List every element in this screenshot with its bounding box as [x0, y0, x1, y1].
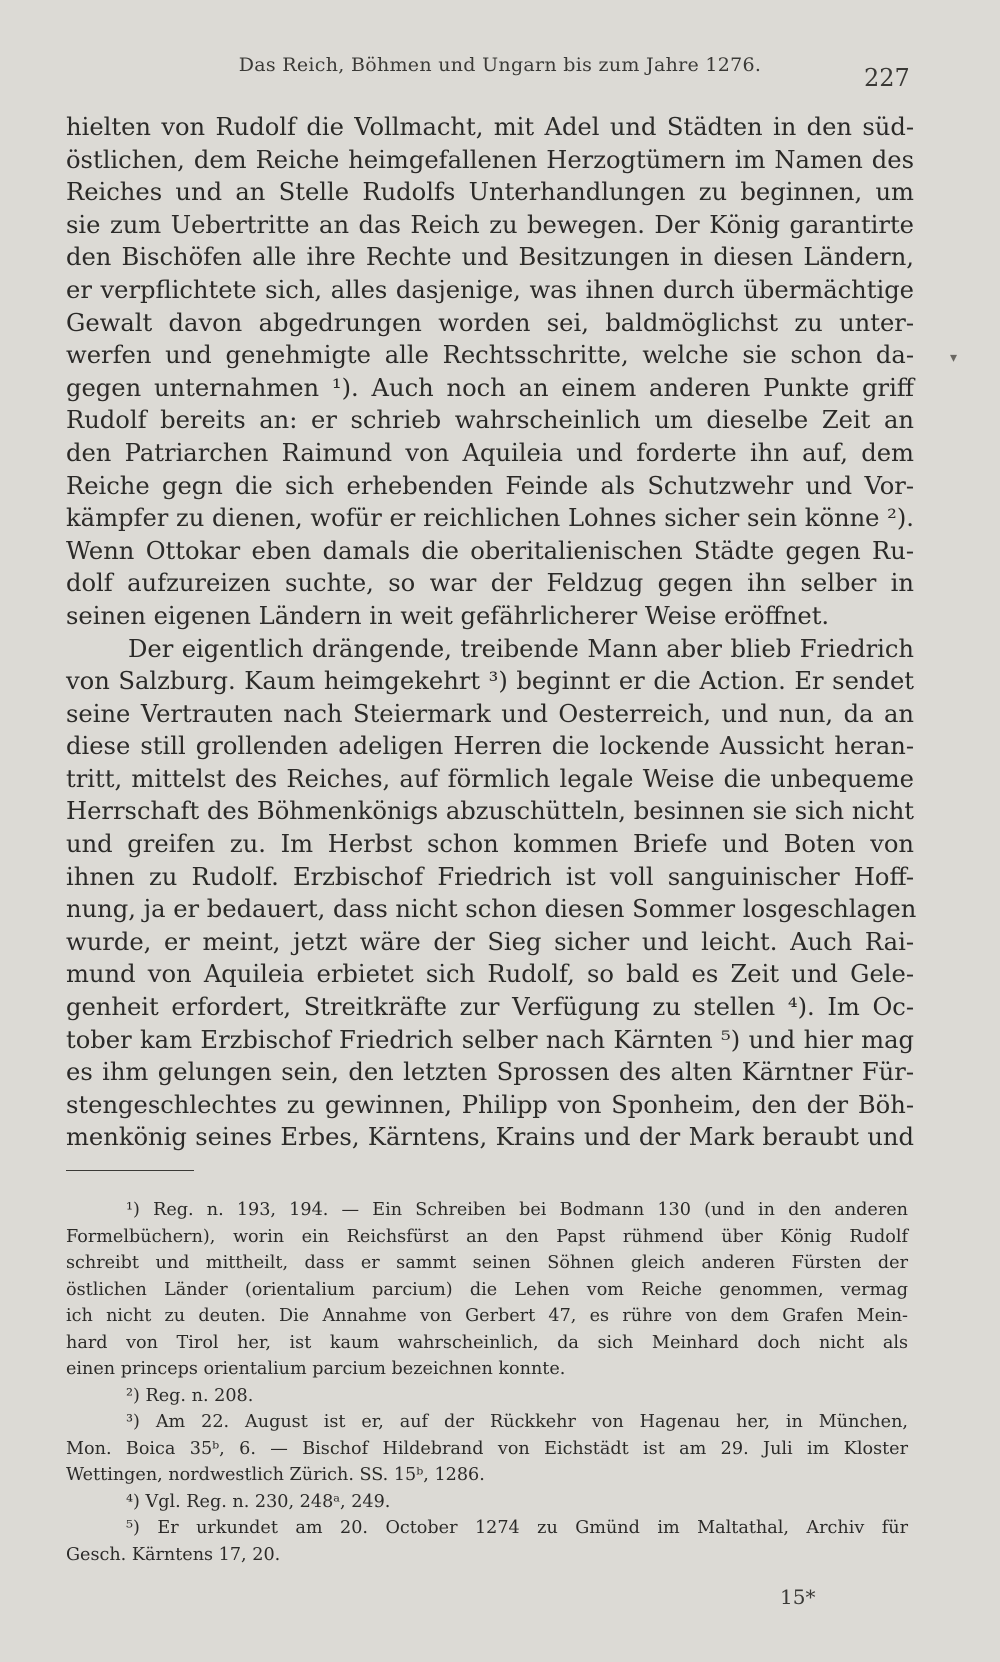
running-head: Das Reich, Böhmen und Ungarn bis zum Jahre 1276.	[238, 54, 762, 76]
sheet-signature: 15*	[780, 1585, 816, 1609]
text-line: er verpflichtete sich, alles dasjenige, was ihnen durch übermächtige	[66, 275, 914, 304]
footnote-3-line: Wettingen, nordwestlich Zürich. SS. 15ᵇ, 1286.	[66, 1465, 485, 1485]
footnote-1-line: ¹) Reg. n. 193, 194. — Ein Schreiben bei Bodmann 130 (und in den anderen	[126, 1200, 908, 1220]
text-line: Rudolf bereits an: er schrieb wahrscheinlich um dieselbe Zeit an	[66, 406, 914, 435]
text-line: genheit erfordert, Streitkräfte zur Verfügung zu stellen ⁴). Im Oc-	[66, 993, 914, 1022]
text-line: Wenn Ottokar eben damals die oberitalienischen Städte gegen Ru-	[66, 536, 914, 565]
footnote-1-line: schreibt und mittheilt, dass er sammt seinen Söhnen gleich anderen Fürsten der	[66, 1253, 908, 1273]
text-line: stengeschlechtes zu gewinnen, Philipp von Sponheim, den der Böh-	[66, 1090, 914, 1119]
text-line: werfen und genehmigte alle Rechtsschritte, welche sie schon da-	[66, 341, 914, 370]
footnote-3-line: ³) Am 22. August ist er, auf der Rückkehr von Hagenau her, in München,	[126, 1412, 908, 1432]
text-line: wurde, er meint, jetzt wäre der Sieg sicher und leicht. Auch Rai-	[66, 927, 914, 956]
text-line: östlichen, dem Reiche heimgefallenen Herzogtümern im Namen des	[66, 145, 914, 174]
text-line: den Bischöfen alle ihre Rechte und Besitzungen in diesen Ländern,	[66, 243, 914, 272]
footnote-3-line: Mon. Boica 35ᵇ, 6. — Bischof Hildebrand von Eichstädt ist am 29. Juli im Kloster	[66, 1438, 908, 1459]
text-line: sie zum Uebertritte an das Reich zu bewegen. Der König garantirte	[66, 210, 914, 239]
page-number: 227	[864, 64, 910, 92]
text-line: seinen eigenen Ländern in weit gefährlicherer Weise eröffnet.	[66, 601, 830, 630]
footnote-5-line: Gesch. Kärntens 17, 20.	[66, 1544, 281, 1565]
text-line: menkönig seines Erbes, Kärntens, Krains und der Mark beraubt und	[66, 1123, 914, 1152]
text-line: dolf aufzureizen suchte, so war der Feldzug gegen ihn selber in	[66, 569, 914, 598]
text-line: und greifen zu. Im Herbst schon kommen Briefe und Boten von	[66, 830, 914, 859]
text-line: den Patriarchen Raimund von Aquileia und forderte ihn auf, dem	[66, 438, 914, 467]
paragraph-start-line: Der eigentlich drängende, treibende Mann aber blieb Friedrich	[128, 634, 914, 663]
footnote-5-line: ⁵) Er urkundet am 20. October 1274 zu Gmünd im Maltathal, Archiv für	[126, 1518, 908, 1538]
footnote-separator	[66, 1170, 194, 1171]
text-line: tober kam Erzbischof Friedrich selber nach Kärnten ⁵) und hier mag	[66, 1025, 914, 1054]
text-line: Herrschaft des Böhmenkönigs abzuschütteln, besinnen sie sich nicht	[66, 797, 914, 826]
footnote-1-line: einen princeps orientalium parcium bezeichnen konnte.	[66, 1359, 566, 1379]
main-text	[66, 111, 917, 1154]
text-line: tritt, mittelst des Reiches, auf förmlich legale Weise die unbequeme	[66, 764, 914, 793]
footnote-1-line: ich nicht zu deuten. Die Annahme von Gerbert 47, es rühre von dem Grafen Mein-	[66, 1306, 908, 1326]
footnote-1-line: Formelbüchern), worin ein Reichsfürst an den Papst rühmend über König Rudolf	[66, 1226, 908, 1247]
footnote-2-line: ²) Reg. n. 208.	[126, 1385, 254, 1406]
text-line: ihnen zu Rudolf. Erzbischof Friedrich ist voll sanguinischer Hoff-	[66, 862, 914, 891]
text-line: Gewalt davon abgedrungen worden sei, baldmöglichst zu unter-	[66, 308, 914, 337]
text-line: gegen unternahmen ¹). Auch noch an einem anderen Punkte griff	[66, 373, 914, 402]
text-line: hielten von Rudolf die Vollmacht, mit Adel und Städten in den süd-	[66, 113, 914, 141]
footnotes	[66, 1197, 908, 1568]
footnote-4-line: ⁴) Vgl. Reg. n. 230, 248ᵃ, 249.	[126, 1491, 391, 1512]
text-line: mund von Aquileia erbietet sich Rudolf, so bald es Zeit und Gele-	[66, 960, 914, 989]
text-line: diese still grollenden adeligen Herren die lockende Aussicht heran-	[66, 732, 914, 761]
margin-mark: ▾	[950, 350, 958, 366]
footnote-1-line: hard von Tirol her, ist kaum wahrscheinlich, da sich Meinhard doch nicht als	[66, 1332, 908, 1353]
text-line: es ihm gelungen sein, den letzten Sprossen des alten Kärntner Für-	[66, 1058, 914, 1087]
text-line: seine Vertrauten nach Steiermark und Oesterreich, und nun, da an	[66, 699, 914, 728]
footnote-1-line: östlichen Länder (orientalium parcium) die Lehen vom Reiche genommen, vermag	[66, 1279, 908, 1300]
text-line: Reiche gegn die sich erhebenden Feinde als Schutzwehr und Vor-	[66, 471, 914, 500]
text-line: von Salzburg. Kaum heimgekehrt ³) beginnt er die Action. Er sendet	[66, 667, 914, 696]
text-line: kämpfer zu dienen, wofür er reichlichen Lohnes sicher sein könne ²).	[66, 504, 914, 533]
text-line: nung, ja er bedauert, dass nicht schon diesen Sommer losgeschlagen	[66, 895, 917, 924]
text-line: Reiches und an Stelle Rudolfs Unterhandlungen zu beginnen, um	[66, 178, 914, 207]
